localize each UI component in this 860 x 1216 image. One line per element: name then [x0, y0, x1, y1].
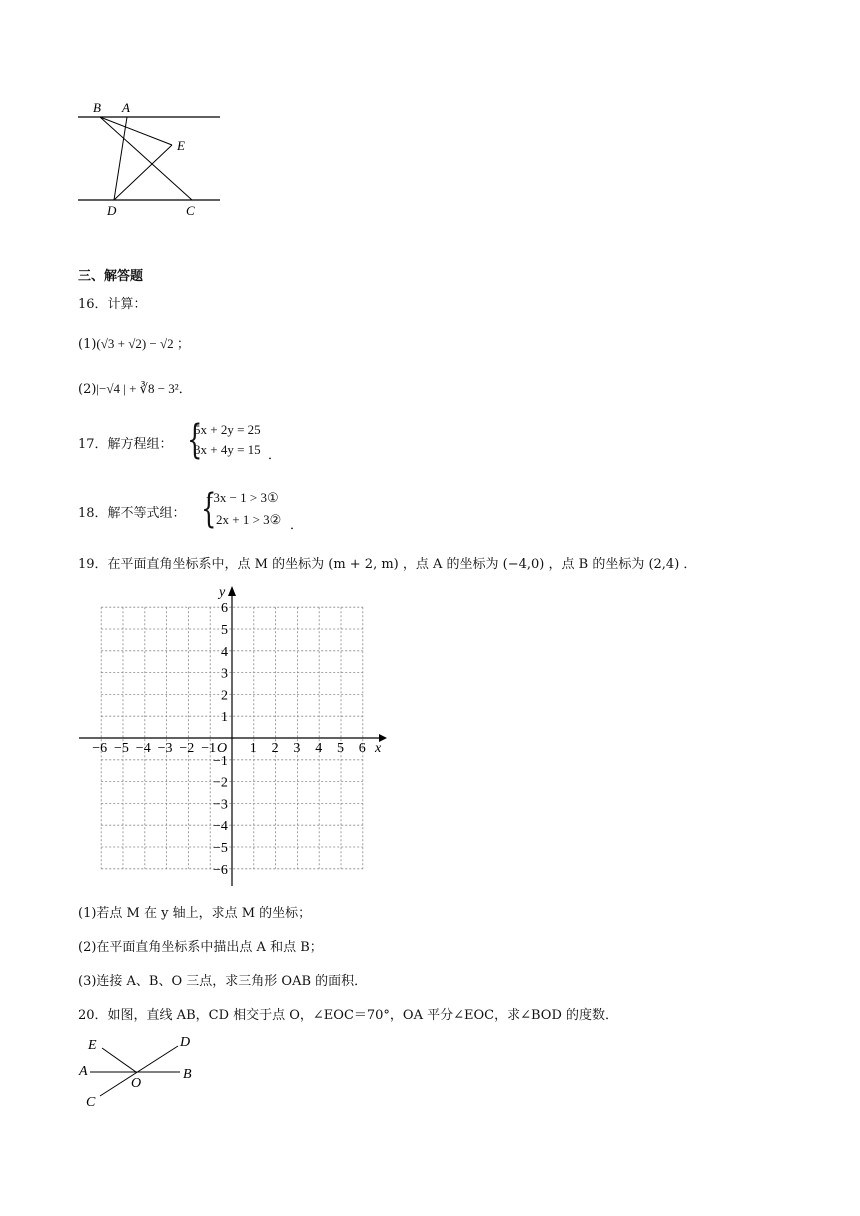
q18-end: ． [290, 518, 304, 533]
segment-AD [114, 117, 127, 200]
x-tick-label: 5 [337, 741, 344, 756]
q16-part1-expr: (√3 + √2) − √2 ； [96, 336, 190, 351]
q18-brace: { [201, 486, 217, 532]
label-O: O [131, 1076, 142, 1091]
q18-ineq1: −3x − 1 > 3① [206, 490, 279, 505]
y-tick-label: 2 [221, 688, 228, 704]
q17-end: ． [268, 448, 282, 463]
label-E: E [177, 138, 185, 153]
y-tick-label: 5 [221, 623, 228, 638]
y-tick-label: −1 [213, 753, 228, 769]
y-tick-label: −4 [213, 819, 228, 835]
y-tick-label: 6 [221, 601, 228, 617]
x-tick-label: 4 [315, 741, 323, 756]
q18-stem: 18．解不等式组： [78, 506, 186, 521]
y-tick-label: −5 [213, 841, 228, 856]
y-axis-label: y [219, 585, 226, 600]
figure-intersecting-lines [70, 1032, 210, 1112]
q17-brace: { [187, 417, 203, 463]
label-C: C [86, 1095, 96, 1110]
q18-ineq2: 2x + 1 > 3② [216, 512, 282, 527]
label-D: D [180, 1035, 191, 1050]
x-tick-label: 6 [358, 741, 366, 756]
x-tick-label: −3 [157, 741, 173, 756]
q17-eq2: 3x + 4y = 15 [194, 442, 261, 457]
y-tick-label: 1 [221, 710, 228, 726]
label-D: D [107, 203, 117, 218]
label-A: A [122, 100, 130, 115]
section-heading: 三、解答题 [78, 269, 144, 284]
x-tick-label: −2 [179, 741, 195, 756]
q19-stem: 19．在平面直角坐标系中，点 M 的坐标为 (m + 2, m) ，点 A 的坐标为 (−4,0) ，点 B 的坐标为 (2,4) ． [78, 557, 697, 572]
x-tick-label: 1 [249, 741, 257, 756]
q16-part1 [78, 333, 190, 352]
x-tick-label: 2 [271, 741, 279, 756]
q17-stem: 17．解方程组： [78, 437, 173, 452]
figure-parallel-lines [70, 95, 230, 220]
segment-BC [100, 117, 192, 200]
ray-OE [102, 1048, 136, 1072]
q17-eq1: 5x + 2y = 25 [194, 422, 261, 437]
y-tick-label: 4 [221, 644, 228, 660]
origin-label: O [217, 741, 228, 756]
y-axis-arrow [228, 586, 236, 596]
label-E: E [88, 1038, 97, 1053]
label-B: B [93, 100, 101, 115]
segment-DE [114, 145, 172, 200]
q16-part2-expr: |−√4 | + ∛8 − 3²． [96, 381, 192, 396]
x-axis-label: x [375, 741, 382, 756]
y-tick-label: −2 [213, 775, 228, 791]
y-tick-label: −3 [213, 797, 228, 813]
label-C: C [186, 203, 195, 218]
q16-part2 [78, 378, 192, 397]
label-A: A [79, 1064, 88, 1079]
y-tick-label: −6 [213, 862, 228, 878]
q16-part2-prefix: (2) [78, 382, 97, 397]
q19-part3: (3)连接 A、B、O 三点，求三角形 OAB 的面积． [78, 974, 368, 989]
x-tick-label: 3 [293, 741, 301, 756]
q16-stem: 16．计算： [78, 297, 147, 312]
coordinate-grid [75, 580, 395, 890]
label-B: B [183, 1067, 192, 1082]
q19-part1: (1)若点 M 在 y 轴上，求点 M 的坐标； [78, 906, 312, 921]
q19-part2: (2)在平面直角坐标系中描出点 A 和点 B； [78, 940, 323, 955]
x-tick-label: −1 [201, 741, 217, 756]
q16-part1-prefix: (1) [78, 337, 97, 352]
y-tick-label: 3 [221, 666, 228, 682]
segment-BE [100, 117, 172, 145]
x-tick-label: −5 [114, 741, 129, 756]
q20-stem: 20．如图，直线 AB，CD 相交于点 O，∠EOC＝70°，OA 平分∠EOC，求∠BOD 的度数． [78, 1008, 619, 1023]
x-tick-label: −4 [135, 741, 151, 756]
x-tick-label: −6 [92, 741, 108, 756]
